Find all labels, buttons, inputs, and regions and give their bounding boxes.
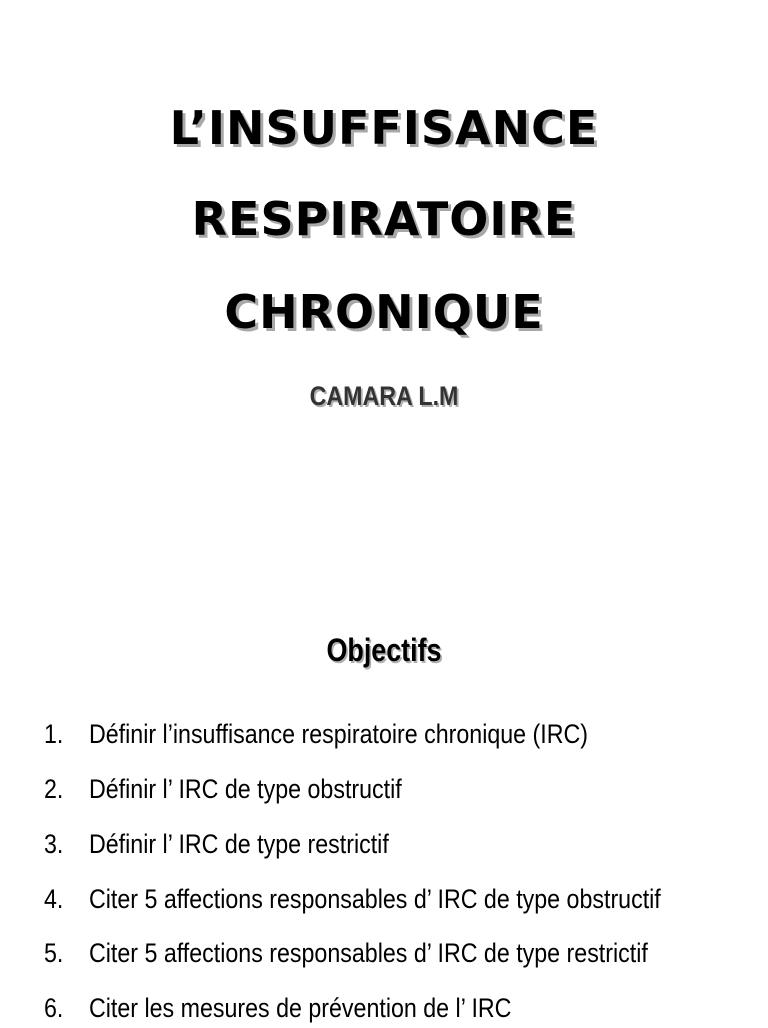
objective-text: Citer les mesures de prévention de l’ IRC bbox=[89, 993, 512, 1023]
objective-item bbox=[0, 988, 768, 1028]
objective-number: 3. bbox=[44, 829, 64, 859]
objective-item bbox=[0, 714, 768, 754]
section-heading-objectives: Objectifs bbox=[326, 632, 442, 668]
objective-number: 4. bbox=[44, 884, 64, 914]
objective-text: Définir l’ IRC de type obstructif bbox=[89, 774, 402, 804]
objective-item bbox=[0, 879, 768, 919]
objective-text: Citer 5 affections responsables d’ IRC de type restrictif bbox=[89, 938, 648, 968]
title-line-2: RESPIRATOIRE bbox=[191, 192, 577, 246]
objective-item bbox=[0, 769, 768, 809]
title-line-1: L’INSUFFISANCE bbox=[169, 101, 599, 155]
author-name: CAMARA L.M bbox=[309, 381, 459, 411]
objective-number: 6. bbox=[44, 993, 64, 1023]
objective-item bbox=[0, 824, 768, 864]
objective-text: Définir l’insuffisance respiratoire chronique (IRC) bbox=[89, 719, 589, 749]
objective-number: 2. bbox=[44, 774, 64, 804]
objective-text: Définir l’ IRC de type restrictif bbox=[89, 829, 389, 859]
objective-number: 1. bbox=[44, 719, 64, 749]
objective-item bbox=[0, 933, 768, 973]
objective-text: Citer 5 affections responsables d’ IRC de type obstructif bbox=[89, 884, 661, 914]
title-line-3: CHRONIQUE bbox=[224, 285, 544, 339]
objective-number: 5. bbox=[44, 938, 64, 968]
